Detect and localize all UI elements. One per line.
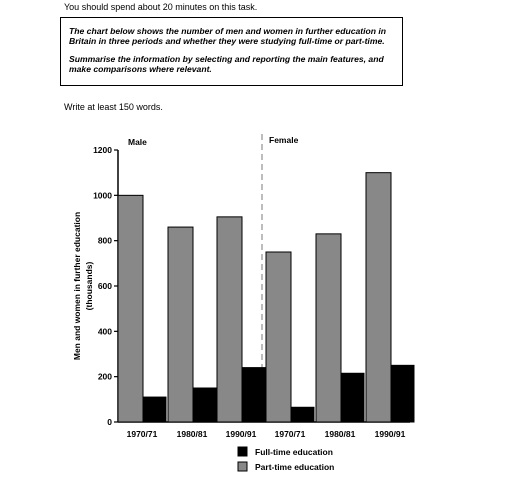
- y-tick-label: 400: [97, 326, 112, 337]
- legend-swatch-full-time: [238, 447, 247, 456]
- y-tick-label: 200: [97, 371, 112, 382]
- x-tick-label: 1990/91: [225, 429, 257, 439]
- bar-part-time: [266, 252, 291, 422]
- bar-part-time: [366, 173, 391, 422]
- y-tick-label: 0: [107, 417, 112, 427]
- legend-swatch-part-time: [238, 462, 247, 471]
- bar-part-time: [118, 195, 143, 422]
- bar-part-time: [168, 227, 193, 422]
- group-label-female: Female: [269, 135, 299, 145]
- bar-full-time: [193, 388, 216, 422]
- group-label-male: Male: [128, 137, 147, 147]
- y-tick-label: 1200: [93, 145, 112, 155]
- bar-part-time: [316, 234, 341, 422]
- x-tick-label: 1970/71: [126, 429, 158, 439]
- x-tick-label: 1970/71: [274, 429, 306, 439]
- bar-full-time: [391, 365, 414, 422]
- y-axis-title-line-1: Men and women in further education: [72, 211, 82, 361]
- x-tick-label: 1980/81: [176, 429, 208, 439]
- task-description: The chart below shows the number of men and women in further education in Britain in three periods and whether they were studying full-time or part-time.: [69, 26, 387, 47]
- legend-label-part-time: Part-time education: [255, 462, 335, 472]
- legend-label-full-time: Full-time education: [255, 447, 333, 457]
- y-axis-title-line-2: (thousands): [84, 261, 94, 311]
- task-instruction: Summarise the information by selecting and reporting the main features, and make comparisons where relevant.: [69, 53, 384, 74]
- bar-part-time: [217, 217, 242, 422]
- intro-text: You should spend about 20 minutes on this task.: [64, 2, 258, 12]
- x-tick-label: 1980/81: [324, 429, 356, 439]
- bar-full-time: [291, 407, 314, 422]
- bar-full-time: [341, 373, 364, 422]
- x-tick-label: 1990/91: [374, 429, 406, 439]
- word-count-note: Write at least 150 words.: [64, 102, 163, 112]
- y-tick-label: 800: [97, 235, 112, 246]
- y-tick-label: 1000: [93, 190, 112, 201]
- bar-full-time: [242, 368, 265, 422]
- y-tick-label: 600: [97, 281, 112, 291]
- bar-full-time: [143, 397, 166, 422]
